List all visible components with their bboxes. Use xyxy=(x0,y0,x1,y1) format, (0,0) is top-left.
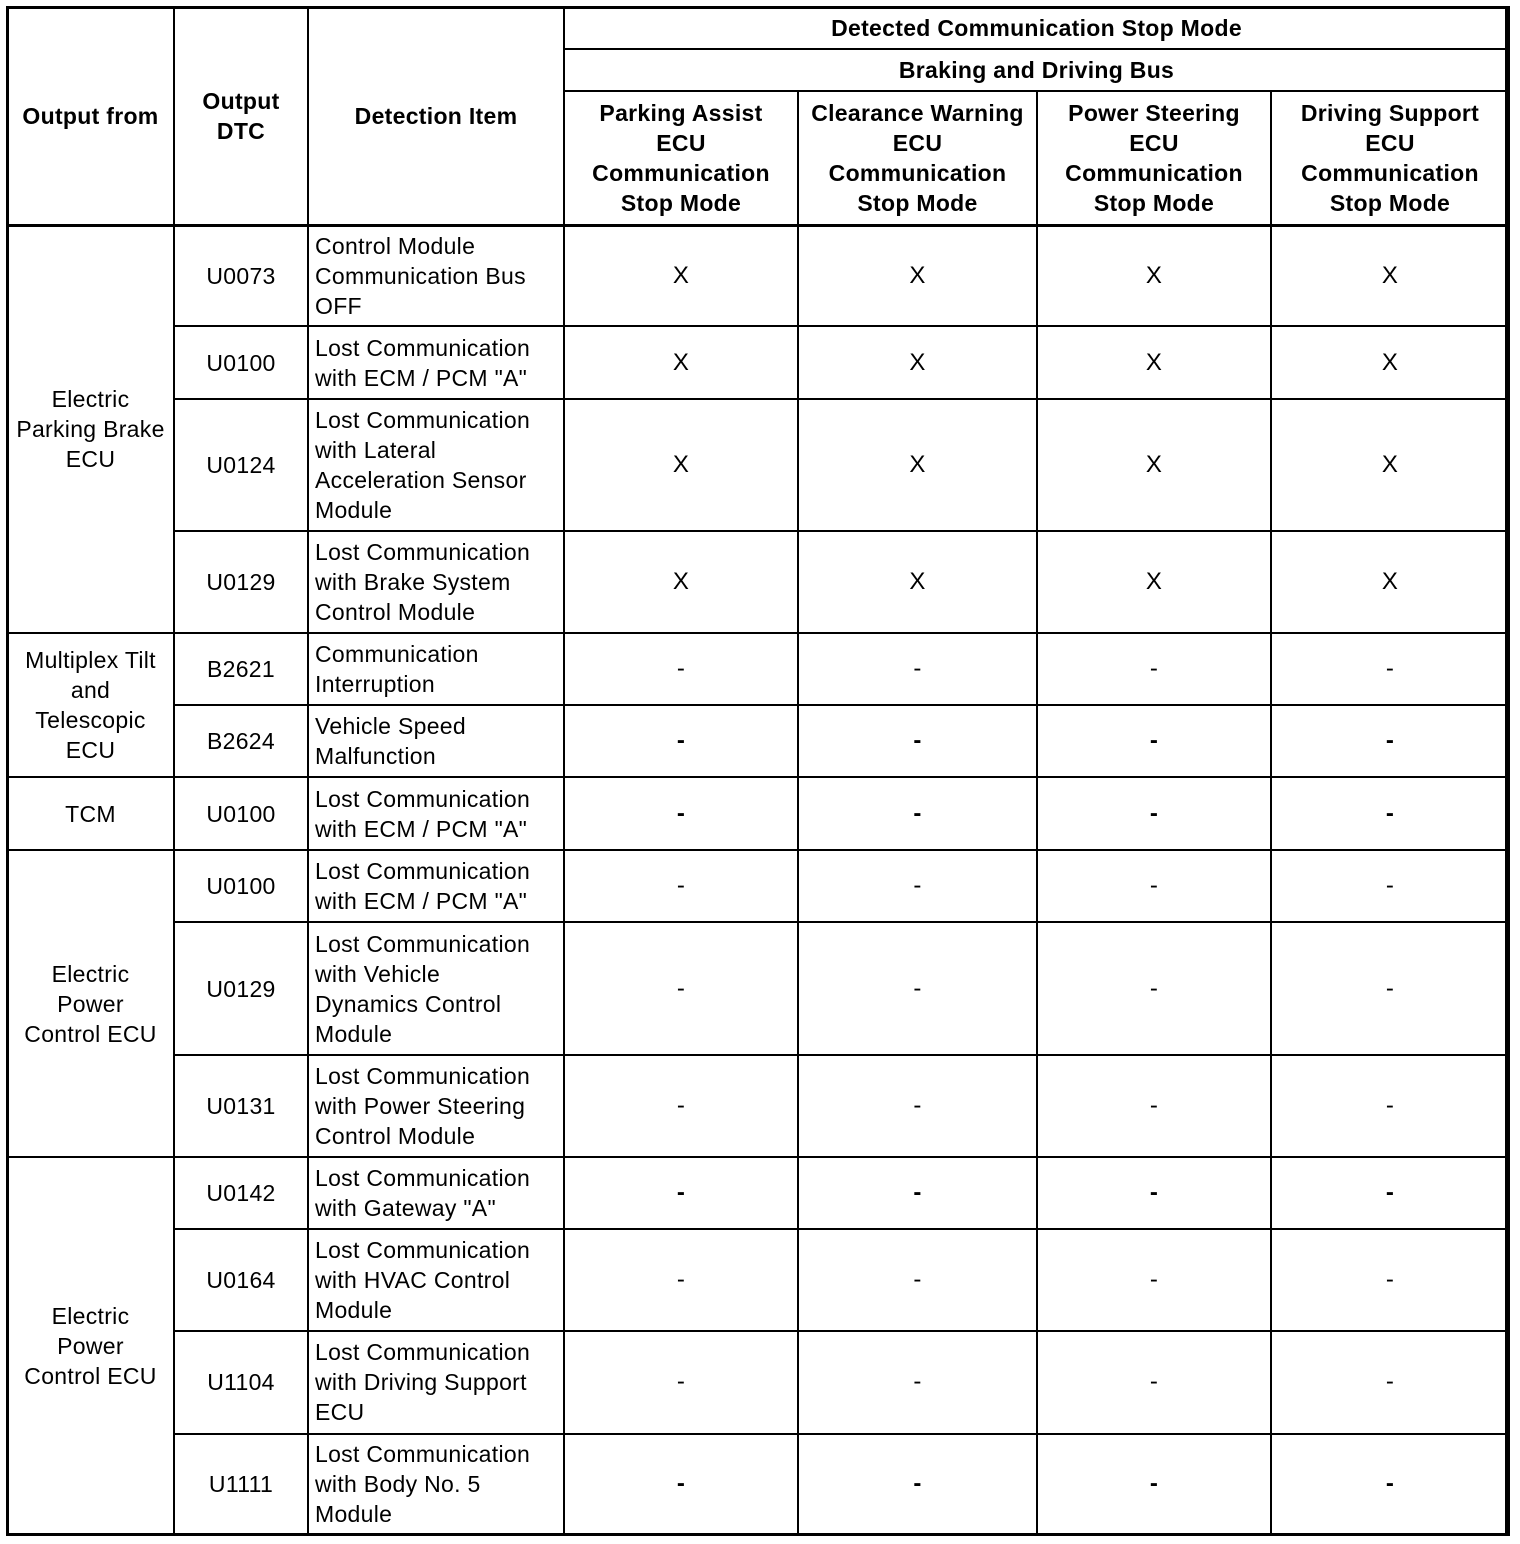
stop-mode-mark: - xyxy=(1037,1157,1271,1229)
stop-mode-mark: - xyxy=(564,1229,798,1331)
detection-item-line: Module xyxy=(315,1296,393,1323)
detection-item-line: with HVAC Control xyxy=(315,1266,511,1293)
header-detected-mode: Detected Communication Stop Mode xyxy=(564,7,1509,49)
stop-mode-mark: X xyxy=(1037,225,1271,326)
stop-mode-mark: - xyxy=(1037,1434,1271,1535)
detection-item-line: Lost Communication xyxy=(315,1441,531,1468)
stop-mode-mark: - xyxy=(564,1157,798,1229)
header-output-from: Output from xyxy=(7,7,174,225)
output-from-line: Parking Brake xyxy=(16,416,165,443)
output-from-line: Electric xyxy=(51,1302,130,1329)
output-from-line: Power xyxy=(57,990,124,1017)
output-from-line: Control ECU xyxy=(24,1020,157,1047)
dtc-cell: B2621 xyxy=(174,633,308,705)
dtc-cell: U0164 xyxy=(174,1229,308,1331)
stop-mode-mark: - xyxy=(564,1434,798,1535)
detection-item-line: Acceleration Sensor xyxy=(315,467,527,494)
stop-mode-mark: - xyxy=(564,633,798,705)
detection-item-line: Control Module xyxy=(315,232,476,259)
header-column-line: Driving Support xyxy=(1300,99,1480,126)
header-column-line: ECU xyxy=(656,129,706,156)
stop-mode-mark: X xyxy=(798,531,1037,633)
stop-mode-mark: - xyxy=(1271,1434,1509,1535)
stop-mode-mark: X xyxy=(798,225,1037,326)
detection-item-line: with Lateral xyxy=(315,437,437,464)
stop-mode-mark: - xyxy=(798,705,1037,777)
stop-mode-mark: - xyxy=(564,922,798,1054)
stop-mode-mark: X xyxy=(1271,399,1509,531)
detection-item-line: with ECM / PCM "A" xyxy=(315,888,528,915)
detection-item-line: Dynamics Control xyxy=(315,990,502,1017)
detection-item-line: Lost Communication xyxy=(315,930,531,957)
header-column-line: Communication xyxy=(592,159,770,186)
stop-mode-mark: - xyxy=(798,1229,1037,1331)
dtc-cell: B2624 xyxy=(174,705,308,777)
detection-item-line: Lost Communication xyxy=(315,334,531,361)
header-column-line: Clearance Warning xyxy=(811,99,1024,126)
stop-mode-mark: X xyxy=(1271,225,1509,326)
detection-item-line: Vehicle Speed xyxy=(315,713,466,740)
dtc-cell: U0129 xyxy=(174,922,308,1054)
detection-item-line: Module xyxy=(315,1501,393,1528)
dtc-cell: U0124 xyxy=(174,399,308,531)
output-from-line: and xyxy=(70,677,111,704)
detection-item-line: Interruption xyxy=(315,671,435,698)
stop-mode-mark: - xyxy=(1037,922,1271,1054)
detection-item-line: Lost Communication xyxy=(315,539,531,566)
stop-mode-mark: - xyxy=(1271,777,1509,850)
dtc-cell: U0142 xyxy=(174,1157,308,1229)
stop-mode-mark: - xyxy=(564,1331,798,1434)
dtc-cell: U0100 xyxy=(174,326,308,399)
detection-item-line: Module xyxy=(315,497,393,524)
stop-mode-mark: - xyxy=(1271,850,1509,922)
stop-mode-mark: - xyxy=(1037,850,1271,922)
detection-item-line: with Driving Support xyxy=(315,1369,527,1396)
stop-mode-mark: - xyxy=(1271,1331,1509,1434)
stop-mode-mark: X xyxy=(1271,531,1509,633)
stop-mode-mark: - xyxy=(1037,1055,1271,1157)
detection-item-line: OFF xyxy=(315,292,362,319)
header-column-line: Stop Mode xyxy=(1329,189,1451,216)
output-from-line: Multiplex Tilt xyxy=(25,647,156,674)
detection-item-line: Control Module xyxy=(315,1122,476,1149)
stop-mode-mark: X xyxy=(564,531,798,633)
output-from-line: Telescopic xyxy=(35,707,146,734)
header-column-line: Stop Mode xyxy=(857,189,978,216)
output-from-line: Electric xyxy=(51,386,130,413)
detection-item-line: with ECM / PCM "A" xyxy=(315,364,528,391)
header-column-line: ECU xyxy=(1129,129,1179,156)
stop-mode-mark: - xyxy=(798,1331,1037,1434)
stop-mode-mark: X xyxy=(564,326,798,399)
stop-mode-mark: - xyxy=(798,633,1037,705)
detection-item-line: with Gateway "A" xyxy=(315,1194,496,1221)
header-column-line: Communication xyxy=(828,159,1007,186)
stop-mode-mark: - xyxy=(1037,1331,1271,1434)
header-column-line: Stop Mode xyxy=(1093,189,1215,216)
stop-mode-mark: - xyxy=(798,850,1037,922)
stop-mode-mark: X xyxy=(1271,326,1509,399)
dtc-cell: U0073 xyxy=(174,225,308,326)
detection-item-line: with Body No. 5 xyxy=(315,1471,481,1498)
stop-mode-mark: X xyxy=(1037,326,1271,399)
detection-item-line: Lost Communication xyxy=(315,785,531,812)
dtc-cell: U0100 xyxy=(174,850,308,922)
detection-item-line: Malfunction xyxy=(315,743,436,770)
detection-item-line: Control Module xyxy=(315,599,476,626)
table-frame xyxy=(6,6,1508,1536)
detection-item-line: Communication Bus xyxy=(315,262,526,289)
output-from-line: ECU xyxy=(65,446,116,473)
stop-mode-mark: - xyxy=(564,850,798,922)
output-from-line: ECU xyxy=(65,737,116,764)
stop-mode-mark: - xyxy=(1037,633,1271,705)
header-column-line: ECU xyxy=(892,129,943,156)
output-from-line: Electric xyxy=(51,960,130,987)
detection-item-line: Lost Communication xyxy=(315,1236,531,1263)
dtc-cell: U0129 xyxy=(174,531,308,633)
stop-mode-mark: X xyxy=(564,399,798,531)
detection-item-line: Lost Communication xyxy=(315,1339,531,1366)
detection-item-line: Lost Communication xyxy=(315,1062,531,1089)
detection-item-line: with Brake System xyxy=(315,569,511,596)
stop-mode-mark: - xyxy=(798,1157,1037,1229)
header-column-line: Power Steering xyxy=(1068,99,1240,126)
stop-mode-mark: X xyxy=(564,225,798,326)
stop-mode-mark: - xyxy=(1271,922,1509,1054)
dtc-cell: U0100 xyxy=(174,777,308,850)
header-column-line: Communication xyxy=(1065,159,1243,186)
header-detection-item: Detection Item xyxy=(308,7,564,225)
header-column-line: Communication xyxy=(1301,159,1479,186)
header-bus: Braking and Driving Bus xyxy=(564,49,1509,91)
header-output-dtc-line: DTC xyxy=(216,117,266,144)
header-column-line: Parking Assist xyxy=(599,99,763,126)
stop-mode-mark: - xyxy=(564,705,798,777)
stop-mode-mark: - xyxy=(1271,1229,1509,1331)
stop-mode-mark: - xyxy=(798,922,1037,1054)
stop-mode-mark: - xyxy=(798,777,1037,850)
stop-mode-mark: - xyxy=(1271,1157,1509,1229)
dtc-cell: U1104 xyxy=(174,1331,308,1434)
detection-item-line: with ECM / PCM "A" xyxy=(315,815,528,842)
stop-mode-mark: X xyxy=(1037,531,1271,633)
header-column-line: ECU xyxy=(1365,129,1415,156)
dtc-cell: U0131 xyxy=(174,1055,308,1157)
stop-mode-mark: X xyxy=(798,326,1037,399)
detection-item-line: Lost Communication xyxy=(315,858,531,885)
detection-item-line: Lost Communication xyxy=(315,407,531,434)
stop-mode-mark: X xyxy=(798,399,1037,531)
stop-mode-mark: - xyxy=(798,1055,1037,1157)
stop-mode-mark: - xyxy=(1271,705,1509,777)
stop-mode-mark: - xyxy=(564,777,798,850)
detection-item-line: Communication xyxy=(315,641,479,668)
detection-item-line: Module xyxy=(315,1020,393,1047)
stop-mode-mark: - xyxy=(1037,777,1271,850)
dtc-cell: U1111 xyxy=(174,1434,308,1535)
stop-mode-mark: - xyxy=(1037,705,1271,777)
detection-item-line: ECU xyxy=(315,1399,365,1426)
stop-mode-mark: - xyxy=(564,1055,798,1157)
stop-mode-mark: - xyxy=(1271,1055,1509,1157)
output-from-line: Control ECU xyxy=(24,1362,157,1389)
stop-mode-mark: - xyxy=(798,1434,1037,1535)
output-from-line: TCM xyxy=(65,800,116,827)
output-from-line: Power xyxy=(57,1332,124,1359)
detection-item-line: with Vehicle xyxy=(315,960,441,987)
header-column-line: Stop Mode xyxy=(620,189,742,216)
stop-mode-mark: - xyxy=(1037,1229,1271,1331)
stop-mode-mark: X xyxy=(1037,399,1271,531)
detection-item-line: Lost Communication xyxy=(315,1164,531,1191)
detection-item-line: with Power Steering xyxy=(315,1092,526,1119)
header-output-dtc-line: Output xyxy=(202,87,280,114)
stop-mode-mark: - xyxy=(1271,633,1509,705)
